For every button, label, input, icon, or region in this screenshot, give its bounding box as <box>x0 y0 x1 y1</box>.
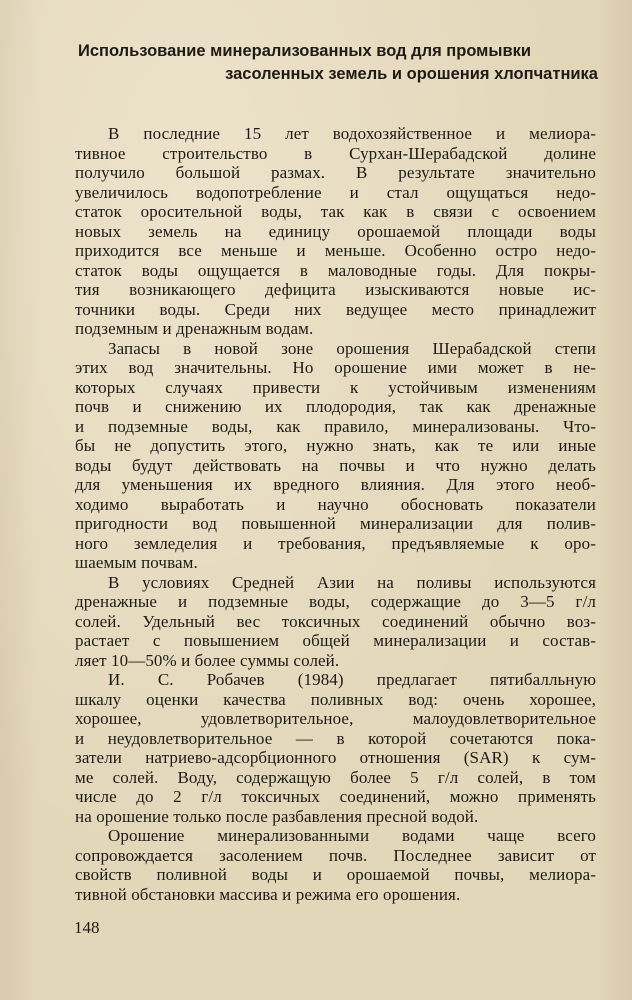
text-line: шкалу оценки качества поливных вод: очень хорошее, <box>75 689 596 709</box>
paragraph-5 <box>75 826 596 904</box>
text-line: бы не допустить этого, нужно знать, как те или иные <box>75 436 596 455</box>
text-line: затели натриево-адсорбционного отношения (SAR) к сум- <box>75 748 596 767</box>
text-line: шаемым почвам. <box>75 553 198 572</box>
paragraph-2 <box>75 339 596 573</box>
text-line: солей. Удельный вес токсичных соединений обычно воз- <box>75 611 596 631</box>
text-line: статок оросительной воды, так как в связи с освоением <box>75 202 596 221</box>
text-line: почв и снижению их плодородия, так как дренажные <box>75 397 596 416</box>
paragraph-3 <box>75 573 596 671</box>
heading-line-1: Использование минерализованных вод для промывки <box>78 42 532 60</box>
text-line: которых случаях привести к устойчивым изменениям <box>75 377 596 397</box>
text-line: приходится все меньше и меньше. Особенно остро недо- <box>75 241 596 260</box>
text-line: В условиях Средней Азии на поливы используются <box>108 572 596 592</box>
text-line: ляет 10—50% и более суммы солей. <box>75 650 340 670</box>
text-line: и неудовлетворительное — в которой сочетаются пока- <box>75 728 596 748</box>
text-line: подземным и дренажным водам. <box>75 319 314 338</box>
text-line: сопровождается засолением почв. Последнее зависит от <box>75 845 596 865</box>
text-line: свойств поливной воды и орошаемой почвы, мелиора- <box>75 865 596 884</box>
text-line: пригодности вод повышенной минерализации для полив- <box>75 514 596 533</box>
paragraph-4 <box>75 670 596 826</box>
text-line: Запасы в новой зоне орошения Шерабадской степи <box>108 338 596 358</box>
text-line: тивной обстановки массива и режима его орошения. <box>75 884 461 904</box>
text-line: новых земель на единицу орошаемой площади воды <box>75 221 596 241</box>
text-line: дренажные и подземные воды, содержащие до 3—5 г/л <box>75 592 596 611</box>
text-line: Орошение минерализованными водами чаще всего <box>108 826 596 845</box>
text-line: точники воды. Среди них ведущее место принадлежит <box>75 299 596 319</box>
text-line: числе до 2 г/л токсичных соединений, можно применять <box>75 787 596 806</box>
text-line: тия возникающего дефицита изыскиваются новые ис- <box>75 280 596 299</box>
section-heading <box>78 40 598 86</box>
paragraph-1 <box>75 124 596 339</box>
text-line: воды будут действовать на почвы и что нужно делать <box>75 455 596 475</box>
text-line: В последние 15 лет водохозяйственное и мелиора- <box>108 124 596 143</box>
text-line: для уменьшения их вредного влияния. Для этого необ- <box>75 475 596 494</box>
text-line: ходимо выработать и научно обосновать показатели <box>75 494 596 514</box>
text-line: увеличилось водопотребление и стал ощущаться недо- <box>75 182 596 202</box>
heading-line-2: засоленных земель и орошения хлопчатника <box>225 65 598 83</box>
text-line: хорошее, удовлетворительное, малоудовлетворительное <box>75 709 596 728</box>
text-line: ме солей. Воду, содержащую более 5 г/л солей, в том <box>75 767 596 787</box>
text-line: статок воды ощущается в маловодные годы. Для покры- <box>75 260 596 280</box>
body-text <box>75 124 596 904</box>
page-number: 148 <box>74 918 100 937</box>
text-line: этих вод значительны. Но орошение ими может в не- <box>75 358 596 377</box>
text-line: и подземные воды, как правило, минерализованы. Что- <box>75 416 596 436</box>
text-line: на орошение только после разбавления пресной водой. <box>75 806 479 826</box>
text-line: ного земледелия и требования, предъявляемые к оро- <box>75 533 596 553</box>
text-line: тивное строительство в Сурхан-Шерабадской долине <box>75 143 596 163</box>
text-line: И. С. Робачев (1984) предлагает пятибалльную <box>108 670 596 689</box>
text-line: растает с повышением общей минерализации и состав- <box>75 631 596 650</box>
text-line: получило большой размах. В результате значительно <box>75 163 596 182</box>
